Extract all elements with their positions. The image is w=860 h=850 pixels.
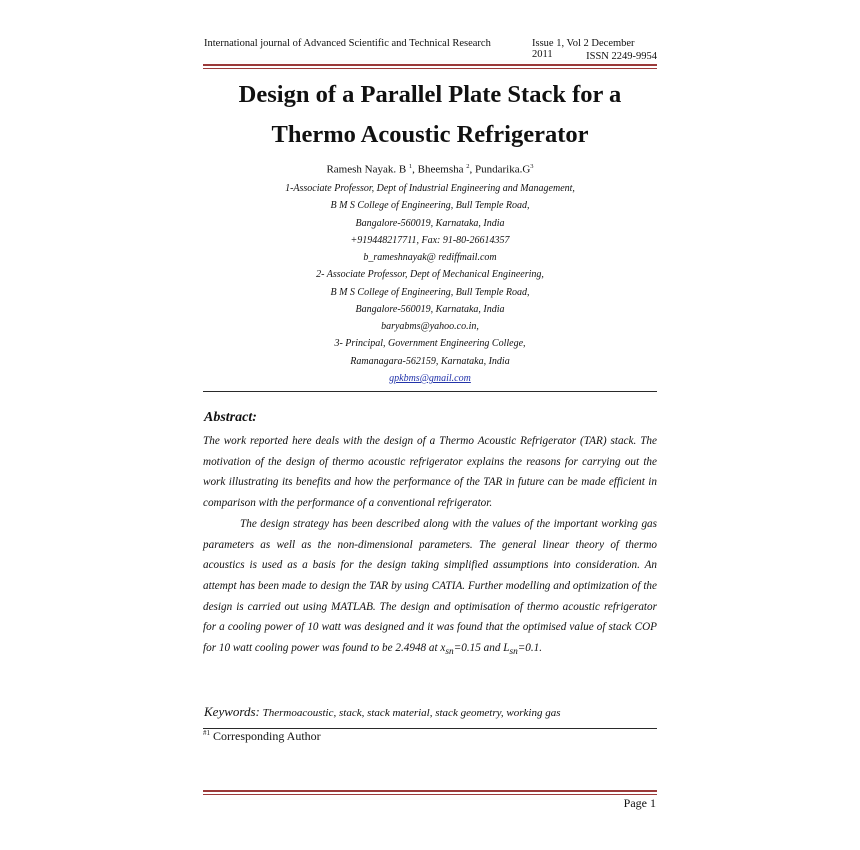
abstract-p2-mid: =0.15 and L xyxy=(453,642,510,655)
header-rule-top xyxy=(203,64,657,66)
paper-title-line2: Thermo Acoustic Refrigerator xyxy=(271,121,589,148)
abstract-p2-end: =0.1. xyxy=(517,642,543,655)
paper-title-line1: Design of a Parallel Plate Stack for a xyxy=(238,81,622,108)
affiliation-line: Ramanagara-562159, Karnataka, India xyxy=(350,356,510,367)
affiliation-line: +919448217711, Fax: 91-80-26614357 xyxy=(350,235,510,246)
affiliation-line: Bangalore-560019, Karnataka, India xyxy=(355,304,505,315)
author-3: , Pundarika.G xyxy=(469,163,531,176)
author-2: , Bheemsha xyxy=(412,163,464,176)
affiliation-line: 1-Associate Professor, Dept of Industrial Engineering and Management, xyxy=(285,183,575,194)
footer-rule-top xyxy=(203,790,657,792)
abstract-heading: Abstract: xyxy=(204,410,257,425)
footnote-text: Corresponding Author xyxy=(210,729,321,743)
abstract-p2-text: The design strategy has been described along with the values of the important working gas parameters as well as the non-dimensional parameters. The general linear theory of thermo acoustics is used as a basis for the design taking simplified assumptions into consideration. An attempt has been made to design the TAR by using CATIA. Further modelling and optimization of the design is carried out using MATLAB. The design and optimisation of thermo acoustic refrigerator for a cooling power of 10 watt was designed and it was found that the optimised value of stack COP for 10 watt cooling power was found to be 2.4948 at x xyxy=(203,517,657,655)
affiliation-email-link-row xyxy=(0,373,860,384)
abstract-body xyxy=(203,431,657,663)
journal-name: International journal of Advanced Scientific and Technical Research xyxy=(204,38,491,49)
affiliation-line: 3- Principal, Government Engineering College, xyxy=(334,338,526,349)
affiliation-line: B M S College of Engineering, Bull Temple Road, xyxy=(330,287,530,298)
issn: ISSN 2249-9954 xyxy=(586,51,657,62)
affiliation-divider xyxy=(203,391,657,392)
affiliation-line: Bangalore-560019, Karnataka, India xyxy=(355,218,505,229)
affiliation-email: baryabms@yahoo.co.in, xyxy=(381,321,479,332)
subscript-sn: sn xyxy=(445,647,454,658)
subscript-sn: sn xyxy=(509,647,518,658)
footnote-mark: #1 xyxy=(203,729,210,737)
keywords xyxy=(204,704,560,720)
author-2-sup: 2 xyxy=(466,163,470,170)
author-1: Ramesh Nayak. B xyxy=(326,163,407,176)
page-number: Page 1 xyxy=(623,796,656,810)
keywords-text: Thermoacoustic, stack, stack material, stack geometry, working gas xyxy=(259,707,561,719)
keywords-label: Keywords: xyxy=(204,704,260,719)
header-rule-bottom xyxy=(203,68,657,69)
affiliation-line: 2- Associate Professor, Dept of Mechanical Engineering, xyxy=(316,269,544,280)
abstract-paragraph-1: The work reported here deals with the design of a Thermo Acoustic Refrigerator (TAR) stack. The motivation of the design of thermo acoustic refrigerator explains the reasons for carrying out the work illustrating its benefits and how the performance of the TAR in future can be made efficient in comparison with the performance of a conventional refrigerator. xyxy=(203,435,657,510)
author-1-sup: 1 xyxy=(408,163,413,170)
abstract-paragraph-2 xyxy=(203,514,657,663)
email-link[interactable]: gpkbms@gmail.com xyxy=(389,373,471,384)
affiliation-email: b_rameshnayak@ rediffmail.com xyxy=(363,252,497,263)
author-3-sup: 3 xyxy=(530,163,534,170)
footer-rule-bottom xyxy=(203,794,657,795)
footnote xyxy=(203,729,321,744)
issue-info: Issue 1, Vol 2 December 2011 xyxy=(532,38,635,60)
author-list xyxy=(0,163,860,176)
affiliation-line: B M S College of Engineering, Bull Temple Road, xyxy=(330,200,530,211)
